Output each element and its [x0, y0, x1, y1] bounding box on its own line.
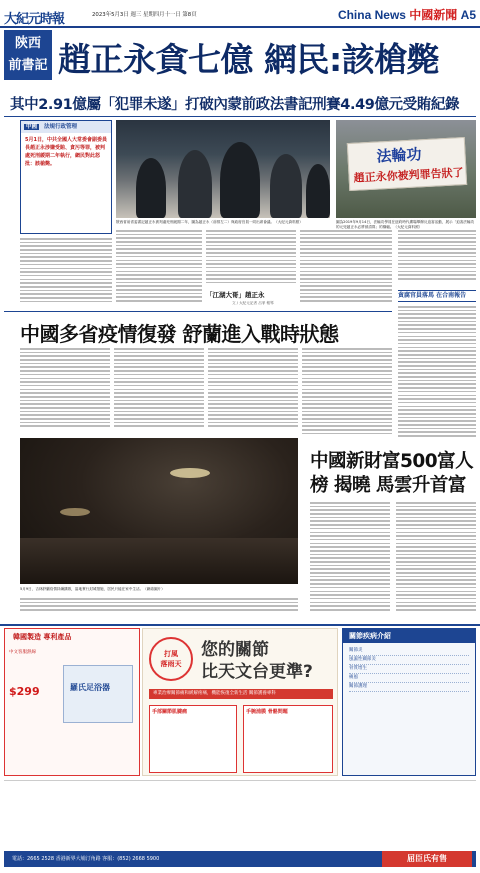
story2-photo: [20, 438, 298, 584]
ad1-product-box: [63, 665, 133, 723]
photo-figure: [306, 164, 330, 218]
protest-banner: [347, 137, 467, 191]
footer-brand: 屈臣氏有售: [382, 851, 472, 867]
ad-foot-spa[interactable]: [4, 628, 140, 776]
ad2-feature-box: [243, 705, 333, 773]
ad3-list: [343, 643, 475, 696]
ad2-headline-2: 比天文台更準?: [201, 662, 313, 682]
ad2-headline-1: 您的關節: [201, 640, 269, 660]
photo-figure: [136, 158, 166, 218]
story2-body-col-6: [20, 598, 298, 618]
road: [20, 538, 298, 584]
street-light: [60, 508, 90, 516]
story2-headline: 中國多省疫情復發 舒蘭進入戰時狀態: [20, 322, 339, 346]
ad3-list-item: 痛風: [349, 674, 469, 683]
lead-photo-caption: 陝西省前省委書記趙正永被判處死刑緩期二年，圖為趙正永（前排左二）與政府官員一同出席會議。（大紀元資料照）: [116, 220, 303, 224]
story2-body-col-3: [208, 348, 298, 434]
ad3-list-item: 風濕性關節炎: [349, 656, 469, 665]
ad2-badge: 打風 落雨天: [149, 637, 193, 681]
banner-line2: 趙正永你被判罪告狀了: [353, 166, 464, 185]
photo-figure: [270, 154, 302, 218]
photo-figure: [220, 142, 260, 218]
ad2-feature-box: [149, 705, 237, 773]
section-title: [338, 6, 476, 23]
story-tag: 陝西 前書記: [4, 30, 52, 80]
ad3-list-item: 骨質增生: [349, 665, 469, 674]
lead-body-col-4: [300, 230, 392, 308]
divider: [4, 116, 476, 117]
lead-headline: 趙正永貪七億 網民:該槍斃: [58, 40, 440, 79]
section-en: China News: [337, 8, 406, 22]
lead-subhead: 其中2.91億屬「犯罪未遂」打破內蒙前政法書記刑賽4.49億元受賄紀錄: [10, 97, 460, 113]
banner-line1: 法輪功: [376, 145, 422, 166]
story2-body-col-4: [302, 348, 392, 444]
protest-photo: [336, 120, 476, 218]
related-body: [398, 306, 476, 446]
issue-date: 2023年5月3日 週三 星期四月十一日 第8頁: [92, 12, 197, 18]
lead-photo: [116, 120, 330, 218]
related-heading: 貪腐官員落馬 在合南報告: [398, 290, 476, 302]
story2-body-col-1: [20, 348, 110, 434]
lead-body-col-2: [116, 230, 202, 308]
pull-quote: 「江湖大哥」趙正永: [206, 291, 265, 299]
ad2-feature-title: 手部關節肌腱痛: [152, 709, 188, 715]
lead-body-col-1: [20, 238, 112, 308]
lead-body-col-5: [398, 230, 476, 286]
story2-body-col-2: [114, 348, 204, 434]
summary-head: 法規行政管理: [43, 124, 77, 130]
ad3-list-item: 關節護理: [349, 683, 469, 692]
ad1-hotline: 中文客服熱線: [9, 650, 36, 655]
photo-figure: [178, 150, 212, 218]
ad3-header: 關節疾病介紹: [343, 629, 475, 643]
footer-contact-bar: 電話：2665 2528 香港新界大埔汀角路 客服：(852) 2668 5900: [4, 851, 476, 867]
masthead: [0, 0, 480, 28]
lead-body-col-3: [206, 230, 296, 288]
story3-body-col-2: [396, 502, 476, 620]
byline: 文 / 大紀元記者 呂菲 報導: [232, 301, 274, 305]
story2-photo-caption: 5月9日，吉林舒蘭疫情持續擴散，當地實行封城措施，居民只能在家中生活。（網絡圖片）: [20, 587, 165, 591]
summary-header: [21, 121, 111, 133]
ad1-product-name: 羅氏足浴器: [70, 683, 110, 692]
ad1-title: 韓國製造 專利產品: [13, 633, 72, 641]
street-light: [170, 468, 210, 478]
story3-body-col-1: [310, 502, 390, 620]
story3-headline: 中國新財富500富人榜 揭曉 馬雲升首富: [310, 451, 474, 496]
footer-ad: [4, 780, 476, 870]
ad3-list-item: 關節炎: [349, 647, 469, 656]
ad-joint-clinic[interactable]: [142, 628, 338, 776]
summary-text: 5月1日，中共全國人大常委會副委員長趙正永涉嫌受賄、貪污等罪，被判處死刑緩期二年執行，網民對此怒批：該槍斃。: [25, 137, 107, 167]
ad1-price: $299: [9, 685, 40, 698]
summary-box: [20, 120, 112, 234]
ad2-feature-title: 手腕浦膜 骨骼問題: [246, 709, 288, 715]
page-number: A5: [460, 8, 476, 22]
ad2-bar: 專業治療關節痛和緩解疼痛，機能恢復全新生活 關節護養專科: [149, 689, 333, 699]
protest-photo-caption: 圖為2019年9月14日，法輪功學員在紐約時代廣場舉辦反迫害活動，展示「迫害法輪功的元兇趙正永必將被清算」的橫幅。（大紀元資料照）: [336, 220, 475, 229]
summary-label: 中國: [26, 124, 38, 130]
ad-joint-info[interactable]: [342, 628, 476, 776]
newspaper-logo: 大紀元時報: [4, 12, 65, 27]
divider: [4, 311, 392, 312]
section-cn: 中國新聞: [409, 8, 458, 22]
